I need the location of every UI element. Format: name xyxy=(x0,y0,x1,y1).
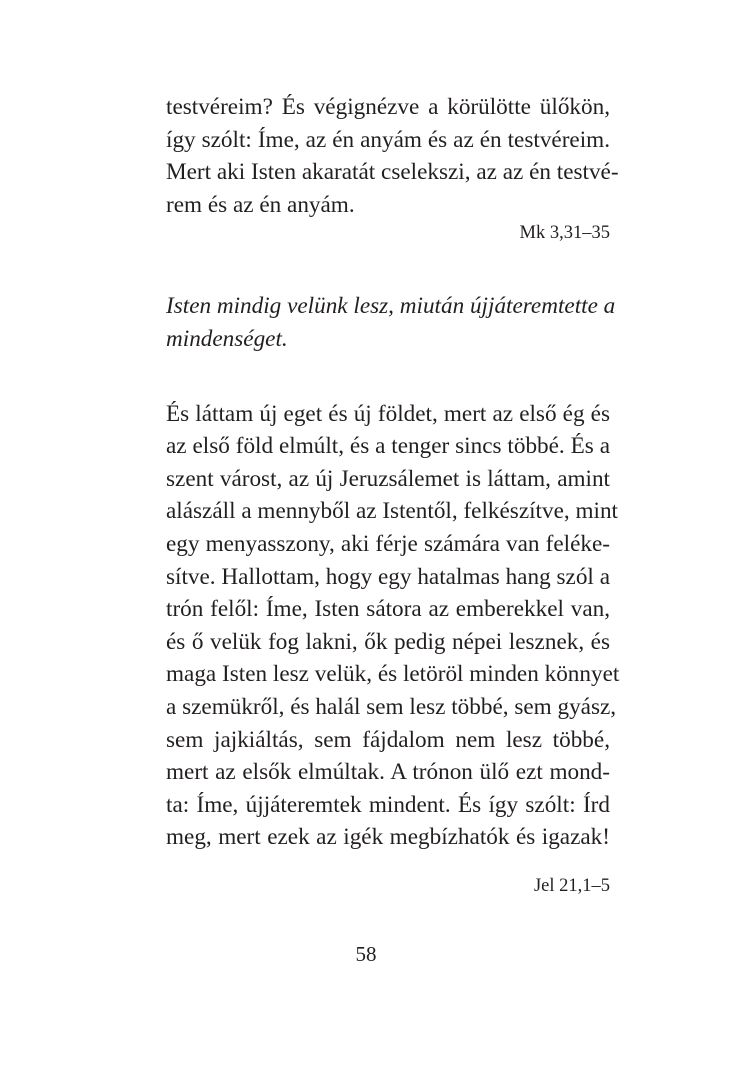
text-line: meg, mert ezek az igék megbízhatók és igazak! xyxy=(166,824,610,851)
text-line: szent várost, az új Jeruzsálemet is láttam, amint xyxy=(166,465,610,492)
text-line: trón felől: Íme, Isten sátora az emberekkel van, xyxy=(166,596,610,623)
text-line: maga Isten lesz velük, és letöröl minden könnyet xyxy=(166,661,620,688)
text-line: és ő velük fog lakni, ők pedig népei lesznek, és xyxy=(166,628,610,655)
section-heading xyxy=(166,290,616,355)
scripture-passage-mark xyxy=(166,91,619,245)
page-body xyxy=(166,91,620,898)
text-line: alászáll a mennyből az Istentől, felkészítve, mint xyxy=(166,498,618,525)
text-line: mert az elsők elmúltak. A trónon ülő ezt mond- xyxy=(166,759,610,786)
scripture-passage-revelation xyxy=(166,398,620,898)
text-line: sem jajkiáltás, sem fájdalom nem lesz többé, xyxy=(166,726,610,753)
page-number: 58 xyxy=(355,942,377,966)
text-line: a szemükről, és halál sem lesz többé, sem gyász, xyxy=(166,693,617,720)
heading-line: mindenséget. xyxy=(166,325,288,352)
heading-line: Isten mindig velünk lesz, miután újjáteremtette a xyxy=(166,293,616,320)
scripture-reference: Mk 3,31–35 xyxy=(519,223,610,244)
text-line: egy menyasszony, aki férje számára van feléke- xyxy=(166,530,610,557)
text-line: az első föld elmúlt, és a tenger sincs többé. És a xyxy=(166,433,610,460)
text-line: És láttam új eget és új földet, mert az első ég és xyxy=(166,400,610,427)
text-line: Mert aki Isten akaratát cselekszi, az az én testvé- xyxy=(166,159,619,186)
text-line: így szólt: Íme, az én anyám és az én testvéreim. xyxy=(166,126,610,153)
text-line: sítve. Hallottam, hogy egy hatalmas hang szól a xyxy=(166,563,610,590)
text-line: rem és az én anyám. xyxy=(166,191,355,218)
text-line: testvéreim? És végignézve a körülötte ülőkön, xyxy=(166,94,610,120)
text-line: ta: Íme, újjáteremtek mindent. És így szólt: Írd xyxy=(166,791,610,818)
scripture-reference: Jel 21,1–5 xyxy=(533,875,610,896)
